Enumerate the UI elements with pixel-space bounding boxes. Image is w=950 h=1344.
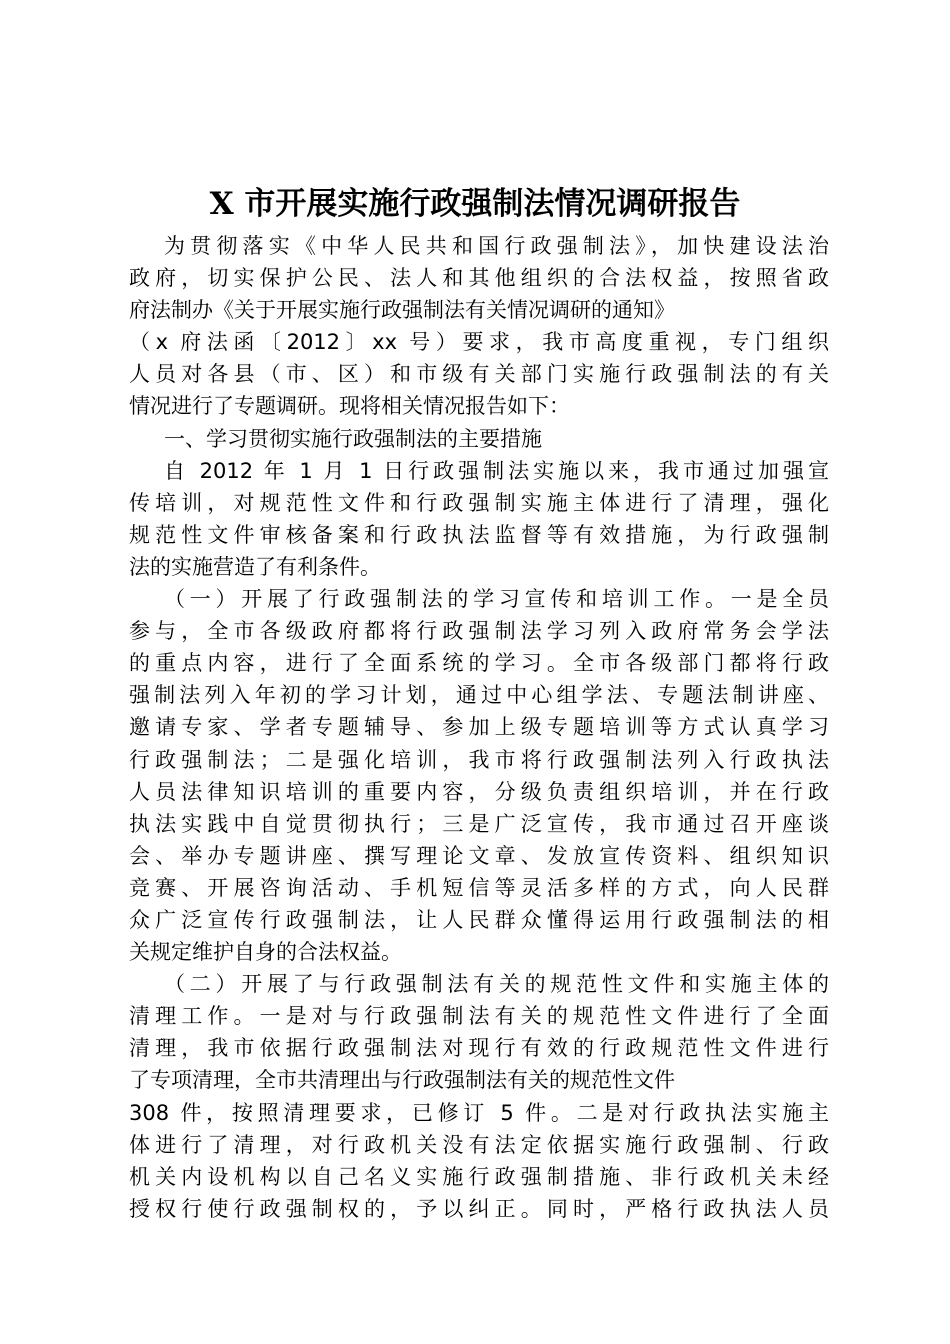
body-line: 为贯彻落实《中华人民共和国行政强制法》，加快建设法治 <box>164 234 829 258</box>
body-line: 竞赛、开展咨询活动、手机短信等灵活多样的方式，向人民群 <box>129 875 829 900</box>
body-line: 人员法律知识培训的重要内容，分级负责组织培训，并在行政 <box>129 779 829 804</box>
body-line: 传培训，对规范性文件和行政强制实施主体进行了清理，强化 <box>129 490 829 515</box>
body-line: 执法实践中自觉贯彻执行；三是广泛宣传，我市通过召开座谈 <box>129 811 829 836</box>
body-line: 了专项清理，全市共清理出与行政强制法有关的规范性文件 <box>129 1068 675 1093</box>
body-line: 的重点内容，进行了全面系统的学习。全市各级部门都将行政 <box>129 651 829 676</box>
document-title: X 市开展实施行政强制法情况调研报告 <box>209 186 741 222</box>
body-line: 308 件，按照清理要求，已修订 5 件。二是对行政执法实施主 <box>129 1100 829 1125</box>
body-line: 清理，我市依据行政强制法对现行有效的行政规范性文件进行 <box>129 1036 829 1061</box>
body-line: 一、学习贯彻实施行政强制法的主要措施 <box>164 426 542 451</box>
body-line: 政府，切实保护公民、法人和其他组织的合法权益，按照省政 <box>129 266 829 291</box>
body-line: 情况进行了专题调研。现将相关情况报告如下： <box>129 394 570 419</box>
body-line: 体进行了清理，对行政机关没有法定依据实施行政强制、行政 <box>129 1132 829 1157</box>
body-line: 自 2012 年 1 月 1 日行政强制法实施以来，我市通过加强宣 <box>164 458 829 483</box>
body-line: 机关内设机构以自己名义实施行政强制措施、非行政机关未经 <box>129 1164 829 1189</box>
body-line: 规范性文件审核备案和行政执法监督等有效措施，为行政强制 <box>129 522 829 547</box>
body-line: 会、举办专题讲座、撰写理论文章、发放宣传资料、组织知识 <box>129 843 829 868</box>
body-line: 强制法列入年初的学习计划，通过中心组学法、专题法制讲座、 <box>129 683 829 708</box>
body-line: 邀请专家、学者专题辅导、参加上级专题培训等方式认真学习 <box>129 715 829 740</box>
body-line: 众广泛宣传行政强制法，让人民群众懂得运用行政强制法的相 <box>129 907 829 932</box>
body-line: （一）开展了行政强制法的学习宣传和培训工作。一是全员 <box>164 587 829 612</box>
body-line: 行政强制法；二是强化培训，我市将行政强制法列入行政执法 <box>129 747 829 772</box>
body-line: （二）开展了与行政强制法有关的规范性文件和实施主体的 <box>164 972 829 997</box>
body-line: 参与，全市各级政府都将行政强制法学习列入政府常务会学法 <box>129 619 829 644</box>
body-line: 府法制办《关于开展实施行政强制法有关情况调研的通知》 <box>129 298 675 323</box>
document-body <box>129 230 829 1225</box>
body-line: 清理工作。一是对与行政强制法有关的规范性文件进行了全面 <box>129 1004 829 1029</box>
body-line: 人员对各县（市、区）和市级有关部门实施行政强制法的有关 <box>129 362 829 387</box>
body-line: （x 府法函〔2012〕xx 号）要求，我市高度重视，专门组织 <box>129 330 829 355</box>
body-line: 关规定维护自身的合法权益。 <box>129 940 402 965</box>
body-line: 法的实施营造了有利条件。 <box>129 554 381 579</box>
body-line: 授权行使行政强制权的，予以纠正。同时，严格行政执法人员 <box>129 1196 829 1221</box>
